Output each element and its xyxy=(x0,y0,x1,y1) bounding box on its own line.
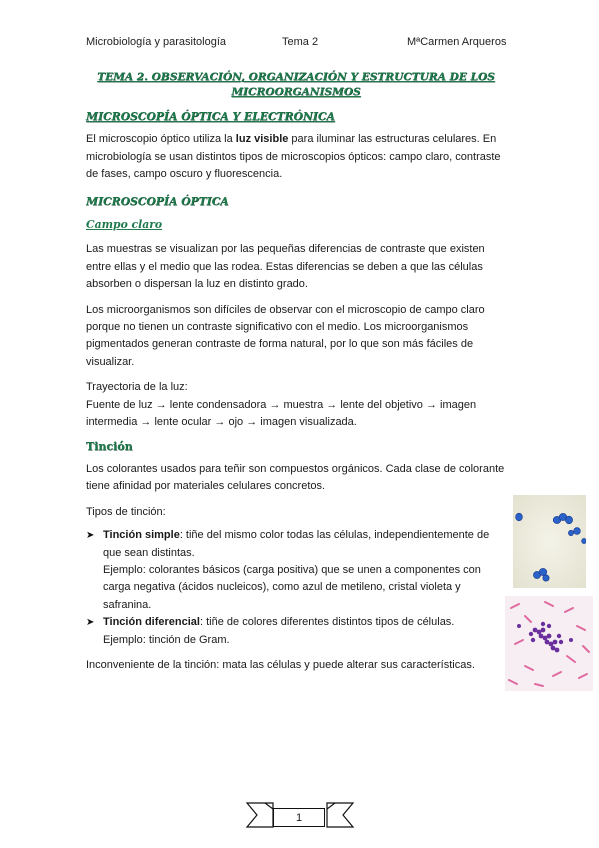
paragraph-contrast: Las muestras se visualizan por las pequeñas diferencias de contraste que existen entre ellas y el medio que las rodea. Estas diferencias se deben a que las células absorben o dispersan la luz en distinto grado. xyxy=(86,243,485,291)
page-number: 1 xyxy=(273,808,325,827)
bold-term-visible-light: luz visible xyxy=(235,133,289,146)
text-run: El microscopio óptico utiliza la xyxy=(86,133,236,146)
page-title-line1: TEMA 2. OBSERVACIÓN, ORGANIZACIÓN Y ESTRUCTURA DE LOS xyxy=(97,71,495,83)
list-item xyxy=(86,527,506,614)
paragraph-stain-types: Tipos de tinción: xyxy=(86,505,166,518)
section-heading-optical: MICROSCOPÍA ÓPTICA xyxy=(86,194,229,208)
list-item-term: Tinción diferencial xyxy=(103,616,200,629)
arrow-bullet-icon: ➤ xyxy=(86,530,95,542)
list-item-text: : tiñe del mismo color todas las células, independientemente de que sean distintas. xyxy=(103,529,490,559)
page-title xyxy=(86,70,506,100)
arrow-bullet-icon: ➤ xyxy=(86,617,95,629)
paragraph-difficulty: Los microorganismos son difíciles de observar con el microscopio de campo claro porque no tienen un contraste significativo con el medio. Los microorganismos pigmentados generan contraste de forma natural, por lo que son más fáciles de visualizar. xyxy=(86,303,485,368)
list-item xyxy=(86,614,506,649)
subheading-bright-field: Campo claro xyxy=(86,218,163,232)
section-heading-microscopy: MICROSCOPÍA ÓPTICA Y ELECTRÓNICA xyxy=(86,110,335,123)
page-title-line2: MICROORGANISMOS xyxy=(231,86,361,98)
list-item-example: Ejemplo: tinción de Gram. xyxy=(103,633,230,646)
section-heading-staining: Tinción xyxy=(86,439,133,453)
header-course: Microbiología y parasitología xyxy=(86,36,227,48)
simple-stain-micrograph xyxy=(513,495,586,588)
text-run: para iluminar las estructuras celulares. En microbiología se usan distintos tipos de microscopios ópticos: campo claro, contraste de fases, campo oscuro y fluorescencia. xyxy=(86,133,501,181)
list-item-term: Tinción simple xyxy=(103,529,180,542)
gram-stain-micrograph xyxy=(505,596,593,691)
paragraph-light-path xyxy=(86,379,506,431)
stain-types-list xyxy=(86,527,506,649)
light-path-sequence: Fuente de luz → lente condensadora → muestra → lente del objetivo → imagen intermedia → lente ocular → ojo → imagen visualizada. xyxy=(86,398,477,429)
list-item-example: Ejemplo: colorantes básicos (carga positiva) que se unen a componentes con carga negativa (ácidos nucleicos), como azul de metileno, cristal violeta y safranina. xyxy=(103,563,481,611)
main-content xyxy=(86,70,506,674)
paragraph-drawback: Inconveniente de la tinción: mata las células y puede alterar sus características. xyxy=(86,658,475,671)
paragraph-dyes: Los colorantes usados para teñir son compuestos orgánicos. Cada clase de colorante tiene afinidad por materiales celulares concretos. xyxy=(86,462,505,493)
header-topic: Tema 2 xyxy=(282,36,319,48)
header-author: MªCarmen Arqueros xyxy=(407,36,507,48)
list-item-text: : tiñe de colores diferentes distintos tipos de células. xyxy=(200,616,455,629)
paragraph-optical-microscope xyxy=(86,131,506,183)
light-path-label: Trayectoria de la luz: xyxy=(86,381,188,394)
